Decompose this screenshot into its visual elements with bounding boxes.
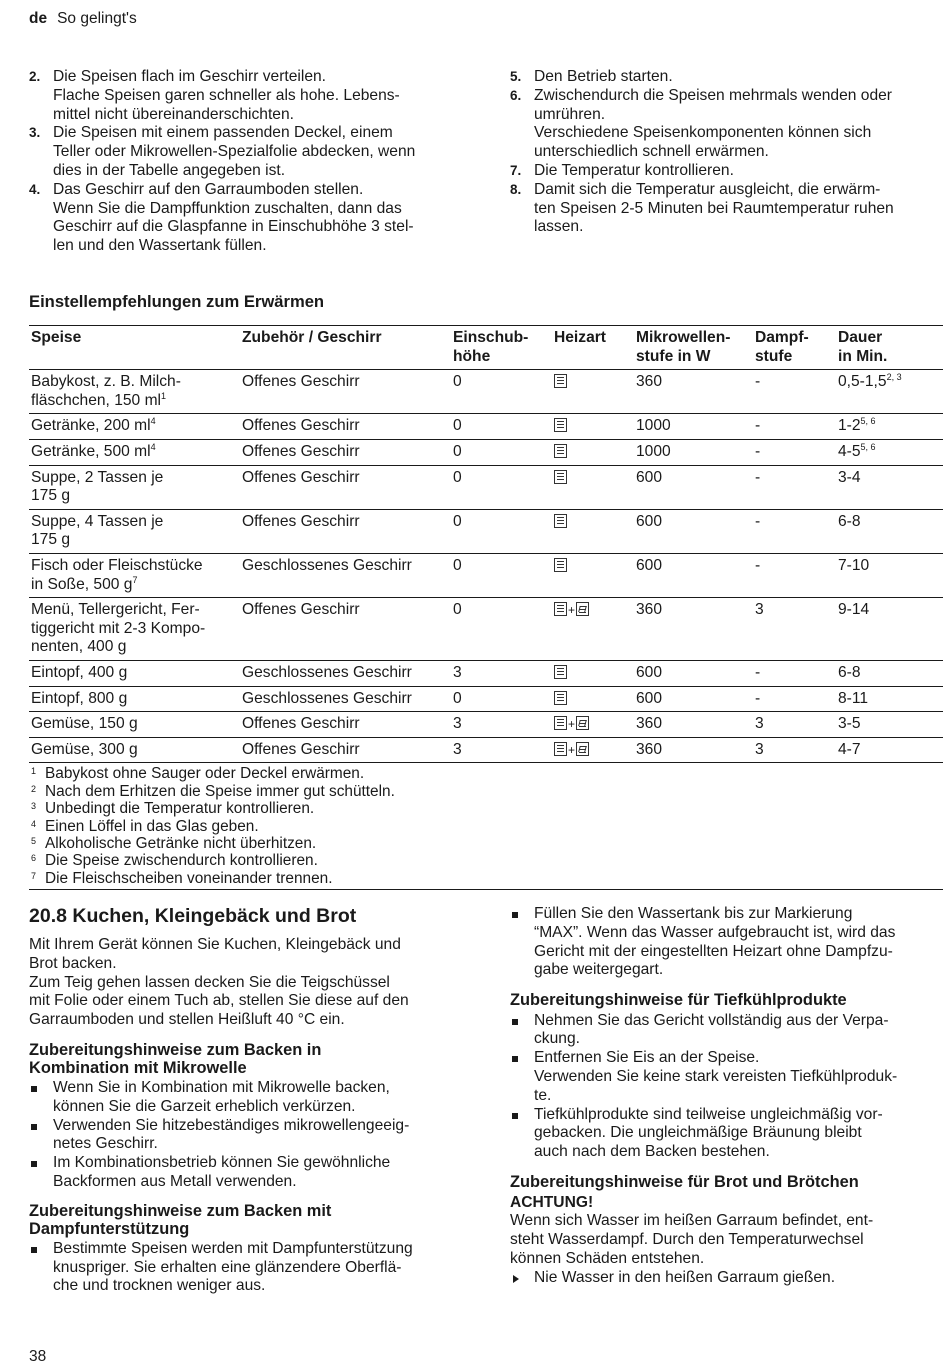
cell-dampf: 3 [753, 712, 836, 738]
kombination-bullets [29, 1079, 469, 1192]
cell-heizart [552, 465, 634, 509]
cell-speise [29, 598, 240, 661]
bullet-square-icon [512, 1019, 518, 1025]
cell-dampf: - [753, 465, 836, 509]
table-row [29, 370, 943, 414]
heating-mode-icon [554, 417, 567, 434]
speise-text: in Soße, 500 g [31, 575, 133, 593]
cell-speise [29, 686, 240, 712]
heating-mode-icon [554, 443, 567, 460]
step-text: ten Speisen 2-5 Minuten bei Raumtemperatur ruhen [534, 199, 894, 217]
speise-text: Getränke, 500 ml [31, 442, 151, 460]
bullet-item [510, 1106, 945, 1162]
cell-mikrowelle: 600 [634, 553, 753, 597]
bullet-square-icon [512, 912, 518, 918]
footnote [31, 870, 941, 887]
bullet-text: gebacken. Die ungleichmäßige Bräunung bleibt [534, 1124, 862, 1142]
table-row [29, 660, 943, 686]
cell-mikrowelle: 600 [634, 686, 753, 712]
tiefkuehl-bullets [510, 1012, 945, 1162]
step-item [29, 68, 469, 124]
speise-text: nenten, 400 g [31, 638, 127, 656]
heating-mode-icon [554, 601, 589, 618]
speise-text: Babykost, z. B. Milch- [31, 373, 181, 391]
subheading-tiefkuehl: Zubereitungshinweise für Tiefkühlprodukte [510, 991, 847, 1010]
chapter-title: So gelingt's [57, 10, 137, 27]
cell-zubehoer: Geschlossenes Geschirr [240, 553, 451, 597]
table-row [29, 414, 943, 440]
bullet-square-icon [31, 1124, 37, 1130]
page-number: 38 [29, 1348, 47, 1365]
cell-dampf: - [753, 686, 836, 712]
header-dampf: Dampf- stufe [753, 326, 836, 370]
dauer-text: 8-11 [838, 689, 869, 707]
cell-heizart [552, 660, 634, 686]
cell-mikrowelle: 360 [634, 712, 753, 738]
bullet-text: Backformen aus Metall verwenden. [53, 1172, 297, 1190]
cell-dauer [836, 712, 943, 738]
text-line: Mit Ihrem Gerät können Sie Kuchen, Kleingebäck und [29, 936, 401, 953]
steam-icon [576, 602, 589, 616]
cell-einschub: 3 [451, 737, 552, 763]
table-row [29, 712, 943, 738]
header-heizart: Heizart [552, 326, 634, 370]
bullet-item [29, 1240, 469, 1296]
dauer-text: 6-8 [838, 512, 861, 530]
text-line: Garraumboden und stellen Heißluft 40 °C ein. [29, 1011, 345, 1029]
footnote-number: 3 [31, 801, 37, 812]
plus-icon: + [568, 717, 576, 732]
table-row [29, 439, 943, 465]
cell-speise [29, 660, 240, 686]
footnote [31, 818, 941, 835]
bullet-text: che und trocknen weniger aus. [53, 1277, 266, 1295]
cell-zubehoer: Geschlossenes Geschirr [240, 660, 451, 686]
cell-dauer [836, 598, 943, 661]
step-number: 2. [29, 69, 41, 84]
step-item [510, 87, 945, 162]
table-header-row [29, 326, 943, 370]
dauer-text: 6-8 [838, 663, 861, 681]
microwave-icon [554, 558, 567, 572]
cell-zubehoer: Offenes Geschirr [240, 465, 451, 509]
speise-text: 175 g [31, 531, 71, 549]
header-einschub: Einschub- höhe [451, 326, 552, 370]
page-header [29, 10, 137, 29]
plus-icon: + [568, 603, 576, 618]
footnote-ref: 1 [161, 390, 167, 401]
speise-text: Eintopf, 800 g [31, 689, 128, 707]
footnote-number: 6 [31, 853, 37, 864]
step-item [29, 181, 469, 256]
footnote [31, 783, 941, 800]
microwave-icon [554, 470, 567, 484]
heating-mode-icon [554, 513, 567, 530]
plus-icon: + [568, 742, 576, 757]
step-text: Die Speisen flach im Geschirr verteilen. [53, 68, 326, 85]
dauer-text: 4-5 [838, 442, 861, 460]
step-number: 6. [510, 87, 522, 103]
cell-dampf: - [753, 660, 836, 686]
bullet-item [29, 1117, 469, 1155]
table-row [29, 598, 943, 661]
bullet-text: Im Kombinationsbetrieb können Sie gewöhnliche [53, 1154, 391, 1172]
table-row [29, 509, 943, 553]
footnote-text: Die Fleischscheiben voneinander trennen. [45, 869, 333, 887]
microwave-icon [554, 742, 567, 756]
cell-dauer [836, 465, 943, 509]
footnote-ref: 4 [150, 441, 156, 452]
cell-heizart [552, 439, 634, 465]
footnote [31, 835, 941, 852]
cell-dauer [836, 414, 943, 440]
cell-speise [29, 737, 240, 763]
microwave-icon [554, 418, 567, 432]
footnote-text: Nach dem Erhitzen die Speise immer gut schütteln. [45, 782, 395, 800]
table-row [29, 737, 943, 763]
bullet-text: Verwenden Sie keine stark vereisten Tiefkühlproduk- [534, 1068, 898, 1086]
bullet-text: Verwenden Sie hitzebeständiges mikrowellengeeig- [53, 1116, 410, 1134]
cell-dampf: 3 [753, 598, 836, 661]
footnote-ref: 5, 6 [860, 416, 876, 427]
dauer-text: 7-10 [838, 556, 870, 574]
microwave-icon [554, 444, 567, 458]
cell-zubehoer: Offenes Geschirr [240, 509, 451, 553]
cell-einschub: 0 [451, 509, 552, 553]
cell-heizart [552, 370, 634, 414]
bullet-text: te. [534, 1086, 552, 1104]
step-item [29, 124, 469, 180]
step-number: 7. [510, 162, 522, 178]
microwave-icon [554, 602, 567, 616]
footnote-text: Die Speise zwischendurch kontrollieren. [45, 852, 318, 870]
section-intro [29, 936, 469, 1030]
subheading-brot: Zubereitungshinweise für Brot und Brötchen [510, 1173, 859, 1192]
cell-heizart [552, 553, 634, 597]
cell-heizart [552, 712, 634, 738]
step-text: Teller oder Mikrowellen-Spezialfolie abdecken, wenn [53, 143, 416, 161]
table-row [29, 465, 943, 509]
footnote-number: 7 [31, 870, 37, 881]
bullet-text: netes Geschirr. [53, 1135, 158, 1153]
cell-einschub: 0 [451, 553, 552, 597]
section-title: 20.8 Kuchen, Kleingebäck und Brot [29, 905, 357, 927]
microwave-icon [554, 691, 567, 705]
bullet-item [29, 1079, 469, 1117]
cell-mikrowelle: 600 [634, 465, 753, 509]
cell-dauer [836, 553, 943, 597]
bullet-text: Gericht mit der eingestellten Heizart ohne Dampfzu- [534, 942, 893, 960]
cell-einschub: 0 [451, 370, 552, 414]
heating-mode-icon [554, 373, 567, 390]
subheading-dampf: Zubereitungshinweise zum Backen mit Dampfunterstützung [29, 1201, 332, 1239]
step-item [510, 68, 945, 87]
cell-speise [29, 553, 240, 597]
step-text: Die Speisen mit einem passenden Deckel, einem [53, 124, 393, 142]
cell-zubehoer: Offenes Geschirr [240, 598, 451, 661]
bullet-text: Nehmen Sie das Gericht vollständig aus der Verpa- [534, 1011, 889, 1029]
cell-zubehoer: Offenes Geschirr [240, 414, 451, 440]
table-title: Einstellempfehlungen zum Erwärmen [29, 292, 325, 311]
cell-dauer [836, 660, 943, 686]
steps-left-column [29, 68, 469, 256]
footnote-number: 4 [31, 818, 37, 829]
cell-dampf: - [753, 439, 836, 465]
microwave-icon [554, 716, 567, 730]
bullet-text: können Sie die Garzeit erheblich verkürzen. [53, 1097, 356, 1115]
bullet-text: Entfernen Sie Eis an der Speise. [534, 1049, 760, 1067]
dauer-text: 4-7 [838, 740, 861, 758]
speise-text: Menü, Tellergericht, Fer- [31, 601, 200, 619]
cell-dauer [836, 439, 943, 465]
cell-mikrowelle: 360 [634, 370, 753, 414]
cell-zubehoer: Geschlossenes Geschirr [240, 686, 451, 712]
step-number: 3. [29, 125, 41, 141]
cell-einschub: 0 [451, 686, 552, 712]
microwave-icon [554, 514, 567, 528]
table-row [29, 553, 943, 597]
bullet-text: ckung. [534, 1030, 580, 1048]
speise-text: Suppe, 4 Tassen je [31, 512, 164, 530]
footnote-ref: 5, 6 [860, 441, 876, 452]
speise-text: Eintopf, 400 g [31, 663, 128, 681]
header-dauer: Dauer in Min. [836, 326, 943, 370]
text-line: Zum Teig gehen lassen decken Sie die Teigschüssel [29, 973, 390, 991]
bullet-square-icon [31, 1161, 37, 1167]
cell-mikrowelle: 360 [634, 737, 753, 763]
cell-speise [29, 465, 240, 509]
footnote [31, 800, 941, 817]
bullet-square-icon [512, 1056, 518, 1062]
heating-mode-icon [554, 557, 567, 574]
heating-mode-icon [554, 664, 567, 681]
dauer-text: 3-5 [838, 715, 861, 733]
cell-einschub: 3 [451, 660, 552, 686]
bullet-text: Wenn Sie in Kombination mit Mikrowelle backen, [53, 1078, 390, 1096]
cell-speise [29, 414, 240, 440]
bullet-text: gabe weitergegart. [534, 961, 664, 979]
cell-dampf: - [753, 553, 836, 597]
cell-heizart [552, 686, 634, 712]
cell-dauer [836, 509, 943, 553]
bullet-text: Bestimmte Speisen werden mit Dampfunterstützung [53, 1239, 413, 1257]
steps-right-column [510, 68, 945, 237]
text-line: Wenn sich Wasser im heißen Garraum befindet, ent- [510, 1212, 874, 1230]
step-text: lassen. [534, 218, 584, 236]
footnote-text: Alkoholische Getränke nicht überhitzen. [45, 834, 317, 852]
step-number: 8. [510, 181, 522, 197]
step-item [510, 181, 945, 237]
bullet-item [29, 1154, 469, 1192]
step-text: mittel nicht übereinanderschichten. [53, 105, 294, 123]
cell-speise [29, 370, 240, 414]
step-text: Das Geschirr auf den Garraumboden stellen. [53, 180, 364, 198]
step-text: Den Betrieb starten. [534, 68, 673, 85]
footnote-ref: 4 [150, 416, 156, 427]
cell-einschub: 0 [451, 598, 552, 661]
cell-dauer [836, 370, 943, 414]
bullet-item [510, 1012, 945, 1050]
footnote-number: 1 [31, 766, 37, 777]
cell-dauer [836, 686, 943, 712]
warning-label: ACHTUNG! [510, 1193, 594, 1211]
steam-icon [576, 742, 589, 756]
subheading-kombination: Zubereitungshinweise zum Backen in Kombination mit Mikrowelle [29, 1040, 322, 1078]
cell-dampf: - [753, 370, 836, 414]
step-text: Verschiedene Speisenkomponenten können sich [534, 124, 872, 142]
header-speise: Speise [29, 326, 240, 370]
cell-mikrowelle: 600 [634, 509, 753, 553]
dauer-text: 1-2 [838, 417, 861, 435]
heating-mode-icon [554, 715, 589, 732]
speise-text: fläschchen, 150 ml [31, 391, 162, 409]
language-code: de [29, 10, 48, 27]
cell-speise [29, 509, 240, 553]
step-text: Flache Speisen garen schneller als hohe. Lebens- [53, 86, 400, 104]
cell-dauer [836, 737, 943, 763]
warning-text [510, 1212, 945, 1268]
microwave-icon [554, 374, 567, 388]
footnote-number: 2 [31, 783, 37, 794]
cell-dampf: - [753, 414, 836, 440]
speise-text: Gemüse, 300 g [31, 740, 138, 758]
header-mikrowelle: Mikrowellen- stufe in W [634, 326, 753, 370]
speise-text: Gemüse, 150 g [31, 715, 138, 733]
step-text: dies in der Tabelle angegeben ist. [53, 161, 286, 179]
cell-mikrowelle: 1000 [634, 414, 753, 440]
wassertank-bullet [510, 905, 945, 980]
cell-mikrowelle: 1000 [634, 439, 753, 465]
dauer-text: 3-4 [838, 468, 861, 486]
step-text: Geschirr auf die Glaspfanne in Einschubhöhe 3 stel- [53, 218, 414, 236]
bullet-text: Füllen Sie den Wassertank bis zur Markierung [534, 905, 853, 922]
step-text: len und den Wassertank füllen. [53, 237, 267, 255]
footnote-ref: 2, 3 [886, 372, 902, 383]
bullet-item [510, 1049, 945, 1105]
step-number: 5. [510, 69, 522, 84]
step-text: Zwischendurch die Speisen mehrmals wenden oder [534, 86, 892, 104]
step-text: unterschiedlich schnell erwärmen. [534, 143, 769, 161]
bullet-text: knuspriger. Sie erhalten eine glänzendere Oberflä- [53, 1258, 402, 1276]
text-line: mit Folie oder einem Tuch ab, stellen Sie diese auf den [29, 992, 409, 1010]
cell-einschub: 3 [451, 712, 552, 738]
cell-speise [29, 439, 240, 465]
footnote-text: Einen Löffel in das Glas geben. [45, 817, 259, 835]
speise-text: Fisch oder Fleischstücke [31, 556, 203, 574]
section-left-column [29, 905, 469, 1296]
step-item [510, 162, 945, 181]
footnotes-cell [29, 763, 943, 890]
microwave-icon [554, 665, 567, 679]
cell-mikrowelle: 360 [634, 598, 753, 661]
cell-heizart [552, 414, 634, 440]
heating-mode-icon [554, 469, 567, 486]
cell-zubehoer: Offenes Geschirr [240, 439, 451, 465]
header-zubehoer: Zubehör / Geschirr [240, 326, 451, 370]
footnote-text: Babykost ohne Sauger oder Deckel erwärmen. [45, 765, 365, 783]
cell-zubehoer: Offenes Geschirr [240, 712, 451, 738]
footnote-ref: 7 [132, 574, 138, 585]
heating-mode-icon [554, 741, 589, 758]
speise-text: Getränke, 200 ml [31, 417, 151, 435]
arrow-icon [513, 1275, 519, 1283]
dauer-text: 0,5-1,5 [838, 373, 887, 391]
bullet-text: Tiefkühlprodukte sind teilweise ungleichmäßig vor- [534, 1105, 883, 1123]
footnote [31, 852, 941, 869]
bullet-item [510, 905, 945, 980]
dampf-bullets [29, 1240, 469, 1296]
cell-zubehoer: Offenes Geschirr [240, 737, 451, 763]
heating-mode-icon [554, 690, 567, 707]
section-right-column [510, 905, 945, 1288]
cell-heizart [552, 737, 634, 763]
steam-icon [576, 716, 589, 730]
step-text: Damit sich die Temperatur ausgleicht, die erwärm- [534, 180, 881, 198]
footnote-text: Unbedingt die Temperatur kontrollieren. [45, 800, 315, 818]
cell-speise [29, 712, 240, 738]
bullet-square-icon [31, 1247, 37, 1253]
bullet-square-icon [31, 1086, 37, 1092]
heating-recommendations-table [29, 325, 943, 890]
text-line: steht Wasserdampf. Durch den Temperaturwechsel [510, 1231, 864, 1249]
speise-text: Suppe, 2 Tassen je [31, 468, 164, 486]
cell-heizart [552, 598, 634, 661]
action-item: Nie Wasser in den heißen Garraum gießen. [510, 1269, 945, 1288]
dauer-text: 9-14 [838, 601, 870, 619]
cell-dampf: 3 [753, 737, 836, 763]
bullet-square-icon [512, 1113, 518, 1119]
cell-einschub: 0 [451, 414, 552, 440]
text-line: Brot backen. [29, 954, 117, 972]
step-number: 4. [29, 181, 41, 197]
step-text: Die Temperatur kontrollieren. [534, 161, 734, 179]
footnote-number: 5 [31, 835, 37, 846]
table-row [29, 686, 943, 712]
text-line: können Schäden entstehen. [510, 1249, 705, 1267]
bullet-text: “MAX”. Wenn das Wasser aufgebraucht ist, wird das [534, 923, 896, 941]
footnotes-row [29, 763, 943, 890]
speise-text: tiggericht mit 2-3 Kompo- [31, 619, 206, 637]
speise-text: 175 g [31, 487, 71, 505]
cell-dampf: - [753, 509, 836, 553]
step-text: umrühren. [534, 105, 606, 123]
footnote [31, 765, 941, 782]
step-text: Wenn Sie die Dampffunktion zuschalten, dann das [53, 199, 402, 217]
cell-einschub: 0 [451, 439, 552, 465]
cell-zubehoer: Offenes Geschirr [240, 370, 451, 414]
cell-heizart [552, 509, 634, 553]
cell-mikrowelle: 600 [634, 660, 753, 686]
bullet-text: auch nach dem Backen bestehen. [534, 1143, 770, 1161]
cell-einschub: 0 [451, 465, 552, 509]
